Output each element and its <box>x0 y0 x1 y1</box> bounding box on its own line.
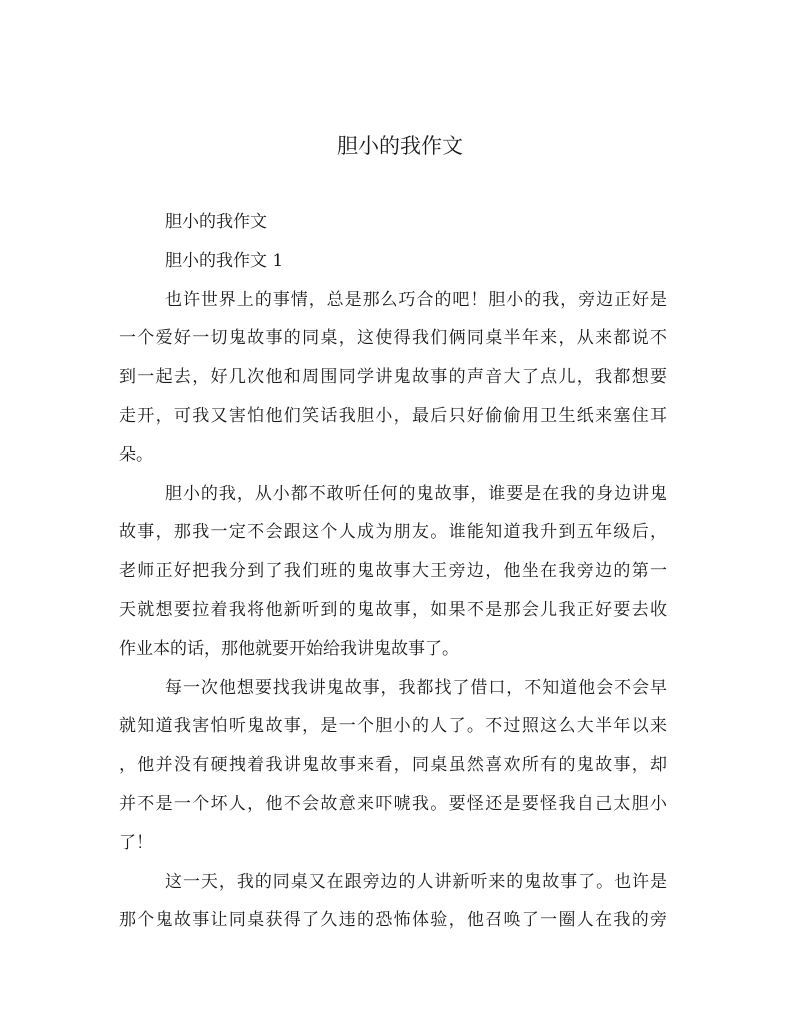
subtitle: 胆小的我作文 <box>165 212 267 232</box>
paragraph-line: 了！ <box>119 832 153 853</box>
paragraph-line: 每一次他想要找我讲鬼故事，我都找了借口，不知道他会不会早 <box>165 677 667 698</box>
paragraph-line: 作业本的话，那他就要开始给我讲鬼故事了。 <box>119 638 459 659</box>
paragraph-line: 走开，可我又害怕他们笑话我胆小，最后只好偷偷用卫生纸来塞住耳 <box>119 405 667 426</box>
paragraph-4 <box>119 863 667 941</box>
paragraph-line: 故事，那我一定不会跟这个人成为朋友。谁能知道我升到五年级后， <box>119 522 667 543</box>
paragraph-line: 也许世界上的事情，总是那么巧合的吧！胆小的我，旁边正好是 <box>165 289 667 310</box>
paragraph-line: 就知道我害怕听鬼故事，是一个胆小的人了。不过照这么大半年以来 <box>119 716 667 737</box>
paragraph-line: 天就想要拉着我将他新听到的鬼故事，如果不是那会儿我正好要去收 <box>119 599 667 620</box>
document-body <box>119 203 667 940</box>
paragraph-line: 那个鬼故事让同桌获得了久违的恐怖体验，他召唤了一圈人在我的旁 <box>119 910 667 931</box>
paragraph-line: 并不是一个坏人，他不会故意来吓唬我。要怪还是要怪我自己太胆小 <box>119 793 667 814</box>
paragraph-line: 老师正好把我分到了我们班的鬼故事大王旁边，他坐在我旁边的第一 <box>119 561 667 582</box>
paragraph-line: 朵。 <box>119 444 153 465</box>
paragraph-line: 一个爱好一切鬼故事的同桌，这使得我们俩同桌半年来，从来都说不 <box>119 328 667 349</box>
paragraph-1 <box>119 281 667 475</box>
paragraph-line: 胆小的我，从小都不敢听任何的鬼故事，谁要是在我的身边讲鬼 <box>165 483 667 504</box>
paragraph-3 <box>119 669 667 863</box>
paragraph-line: ，他并没有硬拽着我讲鬼故事来看，同桌虽然喜欢所有的鬼故事，却 <box>119 755 667 776</box>
document-title: 胆小的我作文 <box>337 134 463 158</box>
paragraph-line: 这一天，我的同桌又在跟旁边的人讲新听来的鬼故事了。也许是 <box>165 871 667 892</box>
paragraph-2 <box>119 475 667 669</box>
section-heading: 胆小的我作文 1 <box>165 250 284 271</box>
paragraph-line: 到一起去，好几次他和周围同学讲鬼故事的声音大了点儿，我都想要 <box>119 367 667 388</box>
